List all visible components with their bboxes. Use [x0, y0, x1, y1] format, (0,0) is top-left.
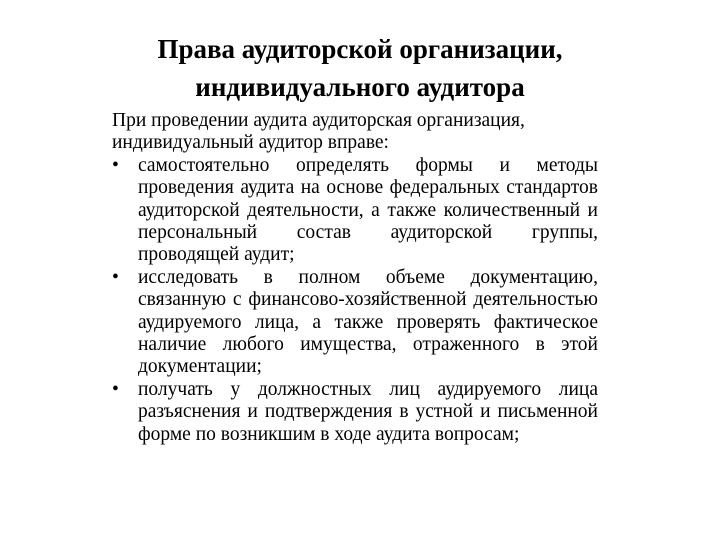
list-item [112, 379, 598, 446]
slide-title-line-2: индивидуального аудитора [195, 72, 525, 102]
slide-title [60, 30, 660, 106]
bullet-icon: • [112, 266, 119, 288]
bullet-icon: • [112, 154, 119, 176]
intro-paragraph: При проведении аудита аудиторская организация, индивидуальный аудитор вправе: [112, 110, 525, 154]
list-item-text: получать у должностных лиц аудируемого лица разъяснения и подтверждения в устной и письменной форме по возникшим в ходе аудита вопросам; [138, 378, 598, 445]
list-item [112, 267, 598, 379]
list-item-text: исследовать в полном объеме документацию, связанную с финансово-хозяйственной деятельностью аудируемого лица, а также проверять фактическое наличие любого имущества, отраженного в этой документации; [138, 266, 598, 378]
rights-list [112, 155, 598, 446]
slide-title-line-1: Права аудиторской организации, [157, 34, 563, 64]
list-item [112, 155, 598, 267]
slide-body [112, 110, 598, 446]
list-item-text: самостоятельно определять формы и методы проведения аудита на основе федеральных стандартов аудиторской деятельности, а также количественный и персональный состав аудиторской группы, проводящей аудит; [138, 154, 598, 266]
bullet-icon: • [112, 378, 119, 400]
